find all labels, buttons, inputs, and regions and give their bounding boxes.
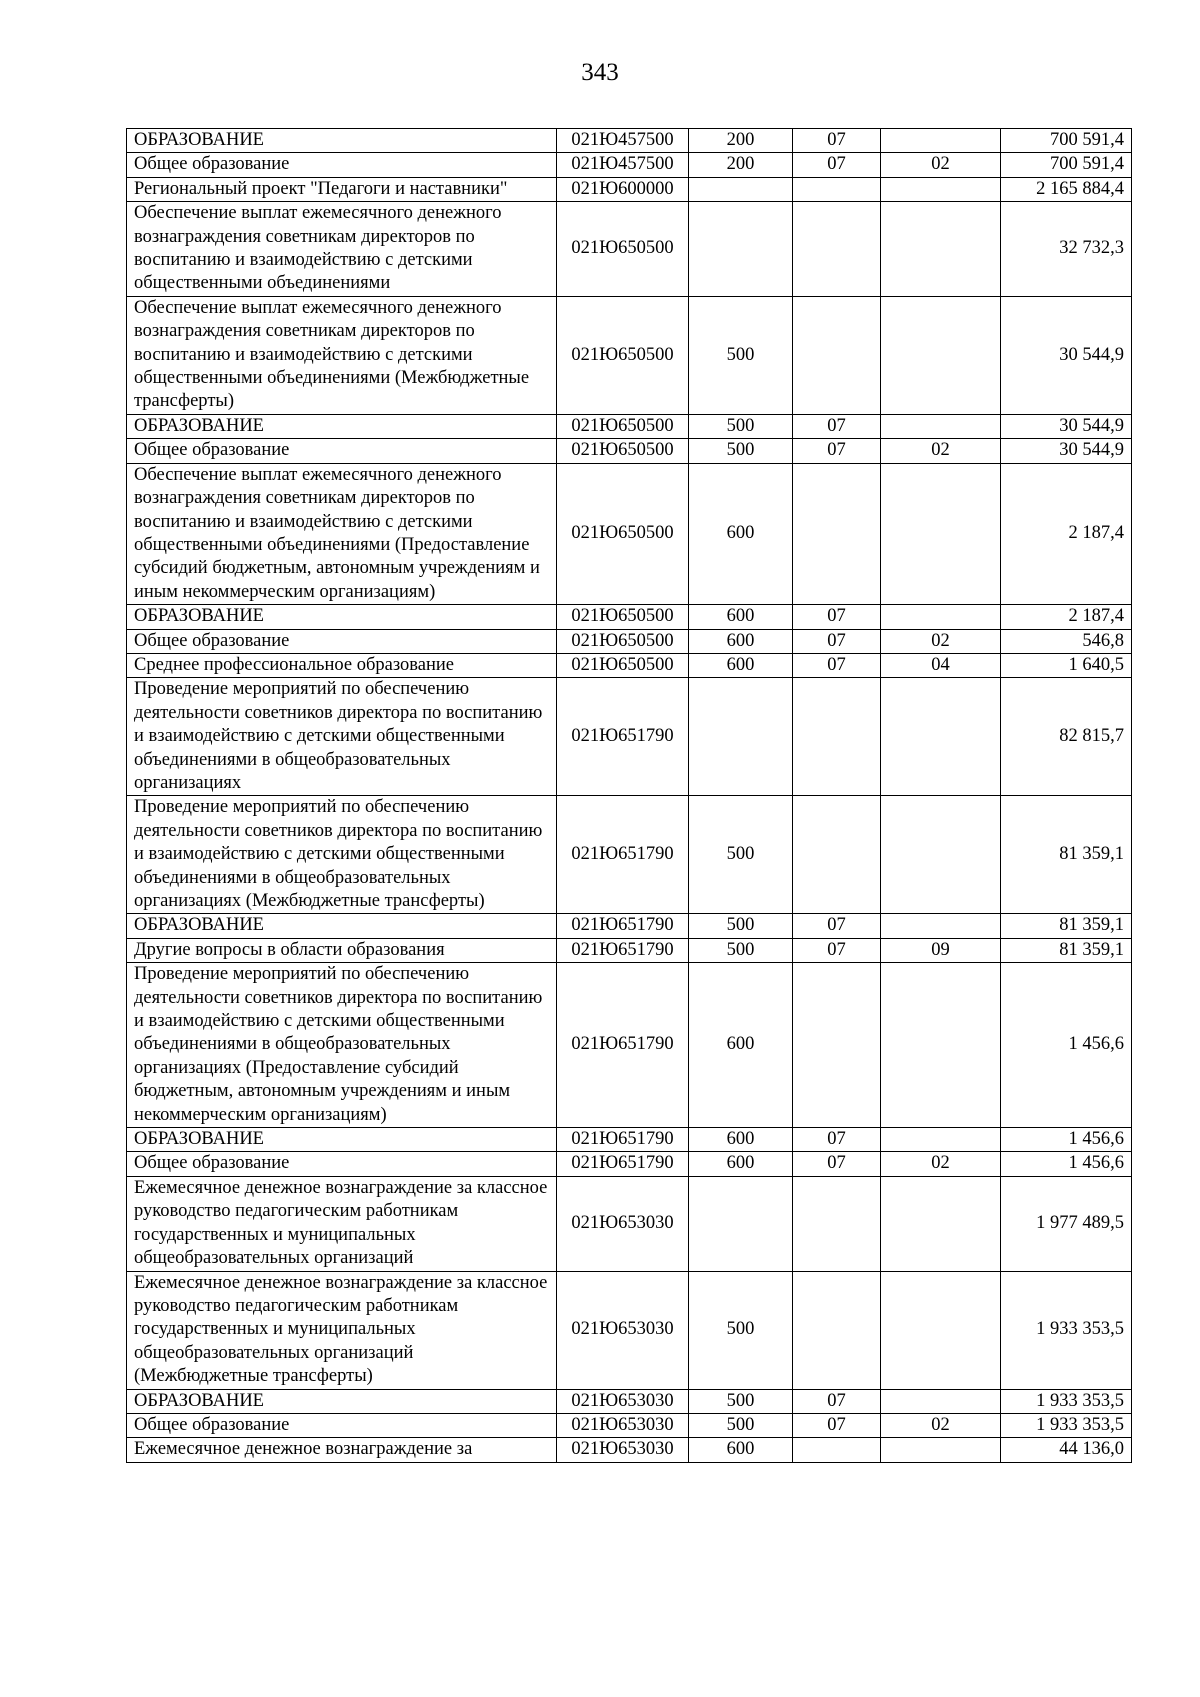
table-row — [127, 177, 1132, 201]
expense-type-code-cell: 600 — [689, 963, 793, 1128]
target-article-code-cell: 021Ю653030 — [557, 1389, 689, 1413]
expense-type-code-cell: 500 — [689, 296, 793, 414]
target-article-code-cell: 021Ю653030 — [557, 1438, 689, 1462]
expense-type-code-cell — [689, 1176, 793, 1271]
table-row — [127, 678, 1132, 796]
expense-type-code-cell: 600 — [689, 629, 793, 653]
budget-table-body — [127, 129, 1132, 1463]
expense-type-code-cell: 500 — [689, 414, 793, 438]
target-article-code-cell: 021Ю457500 — [557, 129, 689, 153]
expense-type-code-cell: 600 — [689, 1128, 793, 1152]
expense-type-code-cell: 500 — [689, 914, 793, 938]
amount-cell: 546,8 — [1001, 629, 1132, 653]
expense-type-code-cell — [689, 177, 793, 201]
expenditure-name-cell: Другие вопросы в области образования — [127, 938, 557, 962]
section-code-cell: 07 — [793, 938, 881, 962]
subsection-code-cell — [881, 1128, 1001, 1152]
expenditure-name-cell: Среднее профессиональное образование — [127, 653, 557, 677]
subsection-code-cell — [881, 177, 1001, 201]
subsection-code-cell — [881, 1271, 1001, 1389]
expense-type-code-cell: 500 — [689, 938, 793, 962]
subsection-code-cell — [881, 296, 1001, 414]
expenditure-name-cell: ОБРАЗОВАНИЕ — [127, 414, 557, 438]
table-row — [127, 129, 1132, 153]
subsection-code-cell: 02 — [881, 1413, 1001, 1437]
expenditure-name-cell: Обеспечение выплат ежемесячного денежного вознаграждения советникам директоров по воспитанию и взаимодействию с детскими общественными объединениями (Предоставление субсидий бюджетным, автономным учреждениям и иным некоммерческим организациям) — [127, 463, 557, 604]
section-code-cell: 07 — [793, 1152, 881, 1176]
table-row — [127, 629, 1132, 653]
amount-cell: 700 591,4 — [1001, 153, 1132, 177]
amount-cell: 30 544,9 — [1001, 439, 1132, 463]
expenditure-name-cell: Ежемесячное денежное вознаграждение за классное руководство педагогическим работникам государственных и муниципальных общеобразовательных организаций — [127, 1176, 557, 1271]
section-code-cell — [793, 463, 881, 604]
subsection-code-cell: 02 — [881, 153, 1001, 177]
table-row — [127, 439, 1132, 463]
expense-type-code-cell: 500 — [689, 1413, 793, 1437]
expenditure-name-cell: Общее образование — [127, 1152, 557, 1176]
expense-type-code-cell — [689, 678, 793, 796]
expenditure-name-cell: Проведение мероприятий по обеспечению деятельности советников директора по воспитанию и взаимодействию с детскими общественными объединениями в общеобразовательных организациях (Предоставление субсидий бюджетным, автономным учреждениям и иным некоммерческим организациям) — [127, 963, 557, 1128]
table-row — [127, 1438, 1132, 1462]
target-article-code-cell: 021Ю650500 — [557, 202, 689, 297]
expenditure-name-cell: Общее образование — [127, 1413, 557, 1437]
expense-type-code-cell: 500 — [689, 439, 793, 463]
table-row — [127, 653, 1132, 677]
target-article-code-cell: 021Ю457500 — [557, 153, 689, 177]
amount-cell: 2 187,4 — [1001, 605, 1132, 629]
subsection-code-cell — [881, 605, 1001, 629]
target-article-code-cell: 021Ю650500 — [557, 629, 689, 653]
budget-table — [126, 128, 1132, 1463]
table-row — [127, 414, 1132, 438]
expenditure-name-cell: Общее образование — [127, 153, 557, 177]
amount-cell: 81 359,1 — [1001, 938, 1132, 962]
subsection-code-cell — [881, 129, 1001, 153]
section-code-cell — [793, 796, 881, 914]
amount-cell: 2 187,4 — [1001, 463, 1132, 604]
target-article-code-cell: 021Ю651790 — [557, 796, 689, 914]
expenditure-name-cell: ОБРАЗОВАНИЕ — [127, 1128, 557, 1152]
expense-type-code-cell: 600 — [689, 463, 793, 604]
section-code-cell: 07 — [793, 1128, 881, 1152]
section-code-cell: 07 — [793, 153, 881, 177]
expenditure-name-cell: Проведение мероприятий по обеспечению деятельности советников директора по воспитанию и взаимодействию с детскими общественными объединениями в общеобразовательных организациях (Межбюджетные трансферты) — [127, 796, 557, 914]
section-code-cell: 07 — [793, 129, 881, 153]
target-article-code-cell: 021Ю651790 — [557, 914, 689, 938]
section-code-cell: 07 — [793, 1389, 881, 1413]
section-code-cell: 07 — [793, 439, 881, 463]
section-code-cell — [793, 296, 881, 414]
section-code-cell — [793, 177, 881, 201]
expenditure-name-cell: ОБРАЗОВАНИЕ — [127, 1389, 557, 1413]
target-article-code-cell: 021Ю651790 — [557, 1152, 689, 1176]
section-code-cell: 07 — [793, 914, 881, 938]
table-row — [127, 296, 1132, 414]
page-number: 343 — [581, 59, 619, 86]
subsection-code-cell: 02 — [881, 1152, 1001, 1176]
subsection-code-cell — [881, 796, 1001, 914]
section-code-cell — [793, 1271, 881, 1389]
target-article-code-cell: 021Ю650500 — [557, 463, 689, 604]
target-article-code-cell: 021Ю651790 — [557, 963, 689, 1128]
expenditure-name-cell: ОБРАЗОВАНИЕ — [127, 605, 557, 629]
expenditure-name-cell: Региональный проект "Педагоги и наставники" — [127, 177, 557, 201]
target-article-code-cell: 021Ю650500 — [557, 296, 689, 414]
section-code-cell: 07 — [793, 1413, 881, 1437]
subsection-code-cell — [881, 414, 1001, 438]
expense-type-code-cell: 600 — [689, 1152, 793, 1176]
target-article-code-cell: 021Ю651790 — [557, 938, 689, 962]
subsection-code-cell — [881, 463, 1001, 604]
expense-type-code-cell: 200 — [689, 129, 793, 153]
target-article-code-cell: 021Ю600000 — [557, 177, 689, 201]
section-code-cell — [793, 202, 881, 297]
table-row — [127, 153, 1132, 177]
amount-cell: 30 544,9 — [1001, 296, 1132, 414]
expenditure-name-cell: Общее образование — [127, 629, 557, 653]
table-row — [127, 202, 1132, 297]
expense-type-code-cell: 200 — [689, 153, 793, 177]
amount-cell: 1 933 353,5 — [1001, 1413, 1132, 1437]
expenditure-name-cell: Общее образование — [127, 439, 557, 463]
target-article-code-cell: 021Ю653030 — [557, 1413, 689, 1437]
expenditure-name-cell: ОБРАЗОВАНИЕ — [127, 129, 557, 153]
expense-type-code-cell: 600 — [689, 653, 793, 677]
amount-cell: 82 815,7 — [1001, 678, 1132, 796]
amount-cell: 1 933 353,5 — [1001, 1389, 1132, 1413]
section-code-cell: 07 — [793, 605, 881, 629]
expense-type-code-cell: 600 — [689, 1438, 793, 1462]
table-row — [127, 463, 1132, 604]
table-row — [127, 796, 1132, 914]
expense-type-code-cell: 500 — [689, 1271, 793, 1389]
expense-type-code-cell — [689, 202, 793, 297]
amount-cell: 1 933 353,5 — [1001, 1271, 1132, 1389]
table-row — [127, 1389, 1132, 1413]
amount-cell: 700 591,4 — [1001, 129, 1132, 153]
subsection-code-cell — [881, 1438, 1001, 1462]
table-row — [127, 1413, 1132, 1437]
expense-type-code-cell: 500 — [689, 796, 793, 914]
target-article-code-cell: 021Ю651790 — [557, 1128, 689, 1152]
section-code-cell — [793, 1438, 881, 1462]
section-code-cell — [793, 678, 881, 796]
table-row — [127, 938, 1132, 962]
amount-cell: 81 359,1 — [1001, 914, 1132, 938]
table-row — [127, 605, 1132, 629]
amount-cell: 1 456,6 — [1001, 963, 1132, 1128]
table-row — [127, 963, 1132, 1128]
table-row — [127, 1271, 1132, 1389]
section-code-cell — [793, 1176, 881, 1271]
table-row — [127, 1152, 1132, 1176]
expense-type-code-cell: 600 — [689, 605, 793, 629]
subsection-code-cell — [881, 914, 1001, 938]
expenditure-name-cell: Ежемесячное денежное вознаграждение за классное руководство педагогическим работникам государственных и муниципальных общеобразовательных организаций (Межбюджетные трансферты) — [127, 1271, 557, 1389]
target-article-code-cell: 021Ю653030 — [557, 1271, 689, 1389]
amount-cell: 32 732,3 — [1001, 202, 1132, 297]
subsection-code-cell — [881, 678, 1001, 796]
amount-cell: 2 165 884,4 — [1001, 177, 1132, 201]
subsection-code-cell: 04 — [881, 653, 1001, 677]
target-article-code-cell: 021Ю651790 — [557, 678, 689, 796]
expenditure-name-cell: Ежемесячное денежное вознаграждение за — [127, 1438, 557, 1462]
subsection-code-cell — [881, 963, 1001, 1128]
amount-cell: 1 640,5 — [1001, 653, 1132, 677]
subsection-code-cell: 09 — [881, 938, 1001, 962]
amount-cell: 1 456,6 — [1001, 1152, 1132, 1176]
target-article-code-cell: 021Ю650500 — [557, 414, 689, 438]
subsection-code-cell — [881, 1176, 1001, 1271]
section-code-cell: 07 — [793, 414, 881, 438]
amount-cell: 30 544,9 — [1001, 414, 1132, 438]
target-article-code-cell: 021Ю653030 — [557, 1176, 689, 1271]
amount-cell: 1 456,6 — [1001, 1128, 1132, 1152]
section-code-cell — [793, 963, 881, 1128]
section-code-cell: 07 — [793, 653, 881, 677]
amount-cell: 1 977 489,5 — [1001, 1176, 1132, 1271]
subsection-code-cell — [881, 1389, 1001, 1413]
section-code-cell: 07 — [793, 629, 881, 653]
expenditure-name-cell: Проведение мероприятий по обеспечению деятельности советников директора по воспитанию и взаимодействию с детскими общественными объединениями в общеобразовательных организациях — [127, 678, 557, 796]
table-row — [127, 914, 1132, 938]
target-article-code-cell: 021Ю650500 — [557, 653, 689, 677]
expenditure-name-cell: Обеспечение выплат ежемесячного денежного вознаграждения советникам директоров по воспитанию и взаимодействию с детскими общественными объединениями (Межбюджетные трансферты) — [127, 296, 557, 414]
target-article-code-cell: 021Ю650500 — [557, 605, 689, 629]
subsection-code-cell: 02 — [881, 629, 1001, 653]
amount-cell: 81 359,1 — [1001, 796, 1132, 914]
subsection-code-cell — [881, 202, 1001, 297]
table-row — [127, 1176, 1132, 1271]
expense-type-code-cell: 500 — [689, 1389, 793, 1413]
expenditure-name-cell: ОБРАЗОВАНИЕ — [127, 914, 557, 938]
amount-cell: 44 136,0 — [1001, 1438, 1132, 1462]
expenditure-name-cell: Обеспечение выплат ежемесячного денежного вознаграждения советникам директоров по воспитанию и взаимодействию с детскими общественными объединениями — [127, 202, 557, 297]
target-article-code-cell: 021Ю650500 — [557, 439, 689, 463]
table-row — [127, 1128, 1132, 1152]
subsection-code-cell: 02 — [881, 439, 1001, 463]
